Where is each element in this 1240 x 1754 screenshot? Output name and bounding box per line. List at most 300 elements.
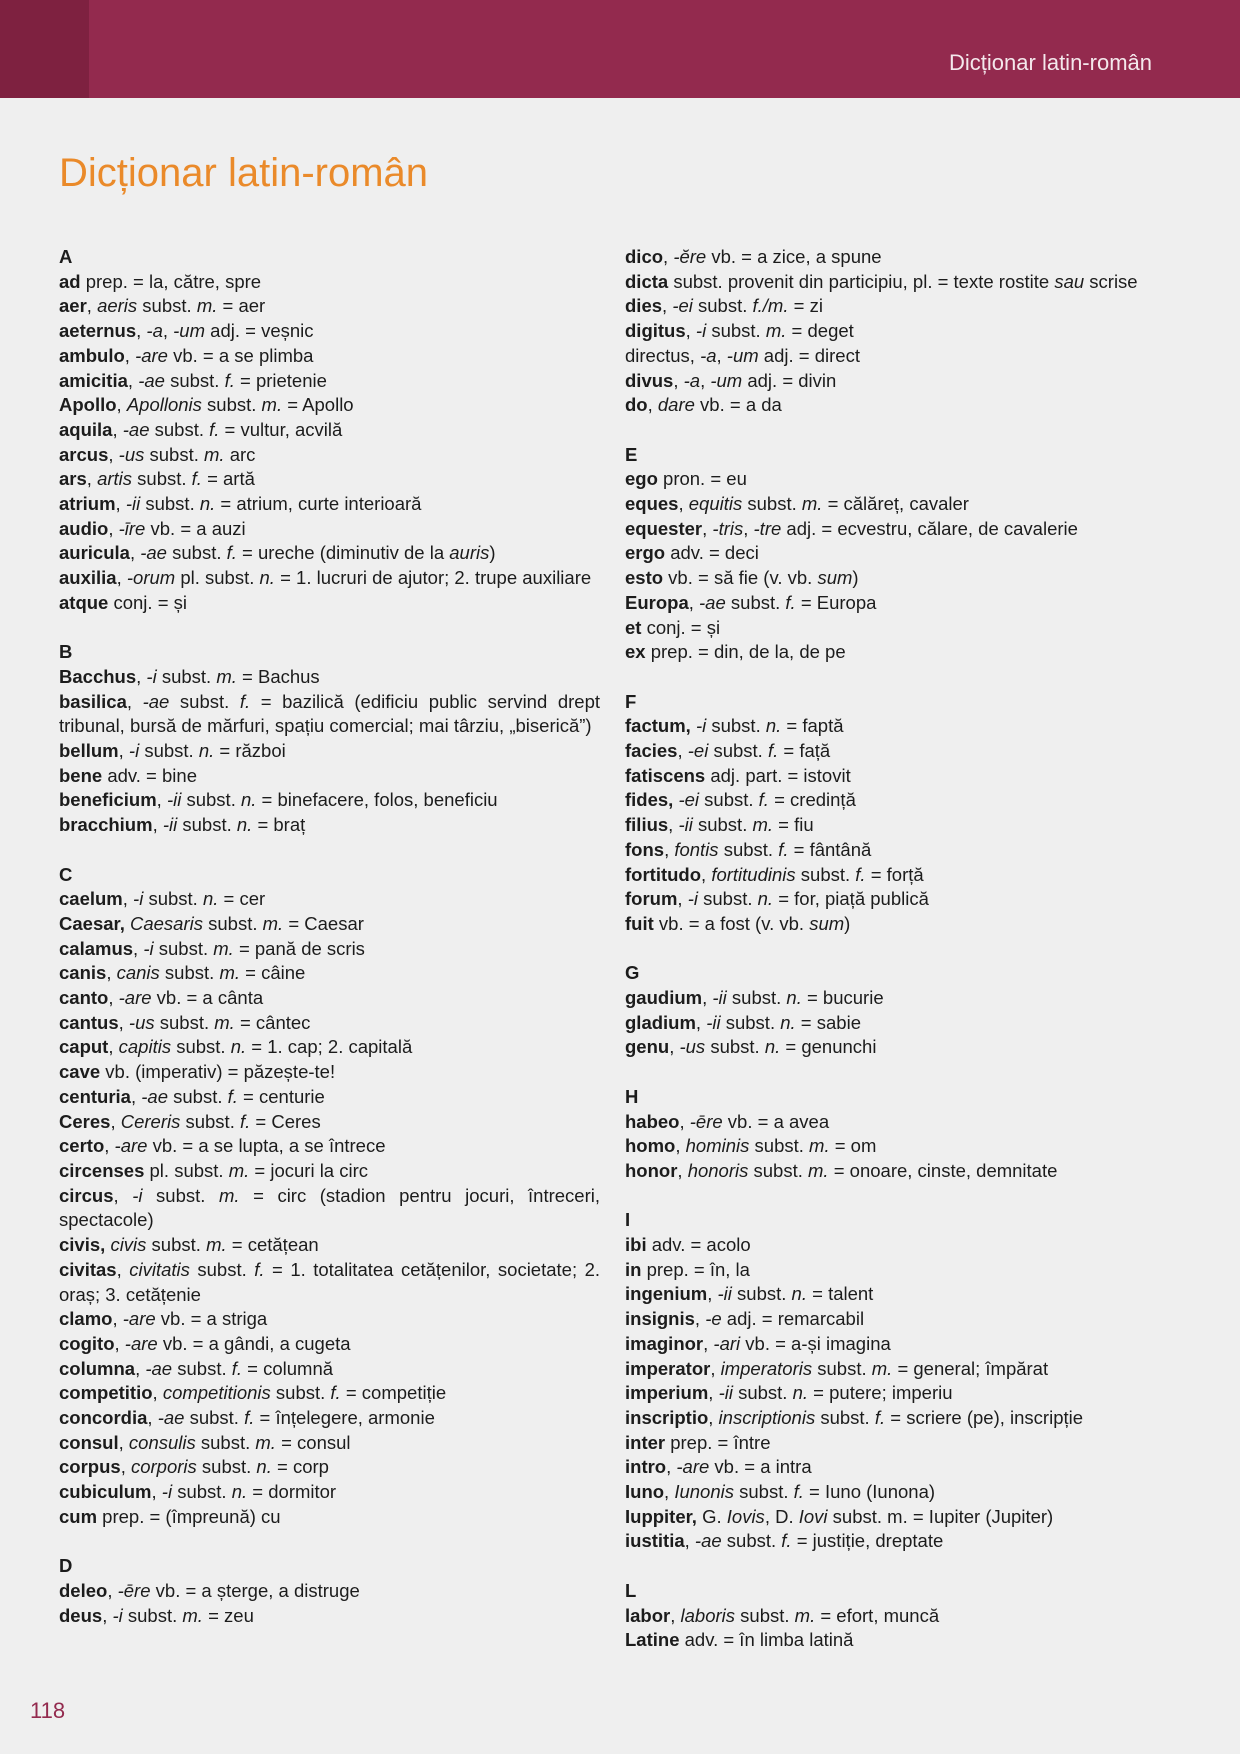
entry-headword: cubiculum [59,1481,152,1503]
entry-form: n. [765,715,782,737]
entry-headword: calamus [59,937,134,959]
dictionary-entry: cum prep. = (împreună) cu [59,1505,281,1527]
entry-form: n. [792,1382,809,1404]
entry-headword: imperator [625,1357,711,1379]
entry-form: -ae [142,690,170,712]
section-letter: F [625,690,637,712]
entry-form: -ei [678,789,700,811]
dictionary-entry: ars, artis subst. f. = artă [59,468,255,490]
entry-form: Iovi [798,1505,828,1527]
dictionary-entry: bene adv. = bine [59,764,197,786]
letter-section [59,640,600,838]
dictionary-entry: fatiscens adj. part. = istovit [625,764,851,786]
dictionary-entry: gladium, -ii subst. n. = sabie [625,1011,861,1033]
entry-form: f. [874,1406,886,1428]
entry-form: consulis [128,1431,196,1453]
entry-headword: Caesar, [59,912,125,934]
entry-headword: homo [625,1135,676,1157]
entry-headword: atque [59,591,109,613]
entry-form: n. [764,1036,781,1058]
dictionary-entry: factum, -i subst. n. = faptă [625,715,844,737]
entry-headword: bracchium [59,814,153,836]
dictionary-entry: fuit vb. = a fost (v. vb. sum) [625,912,851,934]
dictionary-entry: consul, consulis subst. m. = consul [59,1431,351,1453]
letter-section [625,443,1170,665]
entry-form: -i [112,1604,123,1626]
dictionary-entry: digitus, -i subst. m. = deget [625,320,854,342]
entry-form: -a [146,320,163,342]
dictionary-entry: dies, -ei subst. f./m. = zi [625,295,823,317]
dictionary-entry: ex prep. = din, de la, de pe [625,641,846,663]
entry-form: -a [700,344,717,366]
entry-headword: ingenium [625,1283,708,1305]
entry-form: m. [262,912,284,934]
entry-headword: fatiscens [625,764,706,786]
dictionary-entry: deus, -i subst. m. = zeu [59,1604,254,1626]
entry-form: n. [202,888,219,910]
dictionary-entry: auxilia, -orum pl. subst. n. = 1. lucruri de ajutor; 2. trupe auxiliare [59,567,592,589]
entry-headword: esto [625,567,664,589]
entry-headword: civis, [59,1234,106,1256]
dictionary-entry: genu, -us subst. n. = genunchi [625,1036,877,1058]
entry-form: f. [254,1258,265,1280]
entry-form: equitis [688,493,743,515]
letter-section [625,1085,1170,1184]
dictionary-entry: eques, equitis subst. m. = călăreț, cavaler [625,493,969,515]
dictionary-entry: circus, -i subst. m. = circ (stadion pentru jocuri, întreceri, spectacole) [59,1184,601,1231]
entry-form: m. [801,493,823,515]
entry-form: m. [228,1159,250,1181]
entry-form: m. [218,1184,240,1206]
entry-headword: habeo [625,1110,680,1132]
entry-form: m. [216,665,237,687]
dictionary-entry: et conj. = și [625,616,721,638]
entry-headword: ad [59,270,81,292]
entry-form: -ae [122,418,150,440]
entry-form: -um [726,344,759,366]
dictionary-entry: calamus, -i subst. m. = pană de scris [59,937,365,959]
entry-form: -ēre [689,1110,723,1132]
page-title: Dicționar latin-român [59,151,429,195]
entry-headword: imaginor [625,1332,704,1354]
dictionary-entry: circenses pl. subst. m. = jocuri la circ [59,1159,369,1181]
dictionary-entry: fortitudo, fortitudinis subst. f. = forță [625,863,924,885]
entry-headword: cogito [59,1332,115,1354]
entry-form: -ii [718,1382,733,1404]
entry-headword: fides, [625,789,674,811]
letter-section [59,863,600,1530]
entry-form: n. [256,1456,272,1478]
dictionary-entry: in prep. = în, la [625,1258,750,1280]
entry-form: sum [809,912,845,934]
entry-headword: honor [625,1159,678,1181]
dictionary-entry: Europa, -ae subst. f. = Europa [625,591,877,613]
entry-form: competitionis [162,1382,271,1404]
dictionary-entry: directus, -a, -um adj. = direct [625,344,860,366]
dictionary-entry: inter prep. = între [625,1431,771,1453]
entry-form: -ii [706,1011,721,1033]
entry-form: -ei [687,740,709,762]
entry-form: dare [657,394,695,416]
dictionary-entry: beneficium, -ii subst. n. = binefacere, folos, beneficiu [59,789,498,811]
dictionary-entry: corpus, corporis subst. n. = corp [59,1456,329,1478]
entry-form: -ae [138,369,165,391]
dictionary-entry: Iuppiter, G. Iovis, D. Iovi subst. m. = Iupiter (Jupiter) [625,1505,1054,1527]
entry-form: f. [767,740,779,762]
entry-form: -i [695,320,707,342]
dictionary-entry: intro, -are vb. = a intra [625,1456,812,1478]
entry-headword: labor [625,1604,671,1626]
page-number: 118 [30,1698,66,1723]
entry-headword: consul [59,1431,119,1453]
entry-form: m. [765,320,787,342]
entry-form: f. [231,1357,243,1379]
entry-headword: clamo [59,1308,113,1330]
entry-form: n. [198,740,215,762]
dictionary-entry: Ceres, Cereris subst. f. = Ceres [59,1110,321,1132]
dictionary-entry: ingenium, -ii subst. n. = talent [625,1283,874,1305]
entry-form: -i [146,665,157,687]
entry-form: f. [224,369,235,391]
entry-form: f. [191,468,202,490]
entry-headword: insignis [625,1308,695,1330]
dictionary-entry: concordia, -ae subst. f. = înțelegere, armonie [59,1407,435,1429]
dictionary-entry: Caesar, Caesaris subst. m. = Caesar [59,912,364,934]
dictionary-entry: do, dare vb. = a da [625,394,782,416]
dictionary-entry: columna, -ae subst. f. = columnă [59,1357,334,1379]
entry-form: -i [161,1481,173,1503]
entry-headword: bene [59,764,103,786]
entry-headword: equester [625,517,703,539]
entry-form: f. [781,1530,792,1552]
dictionary-entry: forum, -i subst. n. = for, piață publică [625,888,929,910]
entry-headword: cum [59,1505,98,1527]
entry-headword: Iuppiter, [625,1505,697,1527]
entry-form: -um [173,320,206,342]
entry-form: n. [230,1036,247,1058]
entry-form: m. [206,1234,227,1256]
entry-headword: factum, [625,715,691,737]
dictionary-entry: deleo, -ēre vb. = a șterge, a distruge [59,1579,360,1601]
entry-headword: civitas [59,1258,117,1280]
dictionary-entry: ad prep. = la, către, spre [59,270,262,292]
entry-headword: audio [59,517,109,539]
entry-headword: dicta [625,270,669,292]
dictionary-entry: cantus, -us subst. m. = cântec [59,1011,311,1033]
entry-headword: canto [59,987,109,1009]
entry-form: -ii [166,789,182,811]
dictionary-entry: auricula, -ae subst. f. = ureche (diminutiv de la auris) [59,542,496,564]
entry-headword: divus [625,369,674,391]
section-letter: L [625,1579,637,1601]
entry-headword: concordia [59,1407,148,1429]
entry-headword: filius [625,814,669,836]
dictionary-entry: cogito, -are vb. = a gândi, a cugeta [59,1332,351,1354]
dictionary-entry: bracchium, -ii subst. n. = braț [59,814,306,836]
entry-form: -ii [678,814,693,836]
entry-form: f. [855,863,866,885]
section-letter: B [59,641,73,663]
letter-section [59,245,600,616]
entry-form: -ae [157,1407,185,1429]
entry-headword: genu [625,1036,670,1058]
entry-form: -ii [125,493,141,515]
dictionary-entry: iustitia, -ae subst. f. = justiție, dreptate [625,1530,944,1552]
entry-form: n. [757,888,774,910]
entry-form: n. [791,1283,807,1305]
dictionary-entry: arcus, -us subst. m. arc [59,443,256,465]
entry-form: -are [124,1332,158,1354]
entry-form: -are [122,1308,156,1330]
entry-form: f. [239,1110,251,1132]
entry-form: m. [213,937,234,959]
section-letter: I [625,1209,631,1231]
entry-headword: ergo [625,542,666,564]
entry-form: -i [687,888,698,910]
letter-section [59,1554,600,1628]
entry-form: hominis [685,1135,750,1157]
entry-form: m. [809,1135,830,1157]
entry-form: -are [676,1456,710,1478]
dictionary-entry: centuria, -ae subst. f. = centurie [59,1085,325,1107]
entry-headword: fons [625,838,665,860]
entry-form: fontis [674,838,719,860]
entry-form: -īre [118,517,146,539]
entry-headword: Apollo [59,394,117,416]
dictionary-entry: insignis, -e adj. = remarcabil [625,1308,865,1330]
dictionary-entry: caelum, -i subst. n. = cer [59,888,266,910]
entry-form: -i [695,715,707,737]
entry-form: m. [182,1604,203,1626]
dictionary-entry: dicta subst. provenit din participiu, pl. = texte rostite sau scrise [625,270,1138,292]
letter-section [625,1579,1170,1653]
entry-form: m. [255,1431,276,1453]
entry-form: Iovis [726,1505,765,1527]
entry-form: canis [116,962,160,984]
entry-form: -i [133,888,144,910]
entry-form: -e [705,1308,722,1330]
dictionary-entry: bellum, -i subst. n. = război [59,740,286,762]
entry-form: -ēre [117,1579,151,1601]
entry-form: -ae [140,542,167,564]
entry-headword: inter [625,1431,666,1453]
entry-form: aeris [97,295,138,317]
entry-form: f. [785,591,796,613]
entry-form: Cereris [120,1110,181,1132]
entry-form: -us [128,1011,155,1033]
running-header-title: Dicționar latin-român [949,50,1152,75]
entry-headword: cave [59,1061,101,1083]
dictionary-column-left [59,245,600,1653]
dictionary-entry: clamo, -are vb. = a striga [59,1308,268,1330]
entry-headword: Ceres [59,1110,111,1132]
entry-form: -ii [162,814,178,836]
entry-form: civitatis [129,1258,190,1280]
dictionary-entry: competitio, competitionis subst. f. = competiție [59,1382,447,1404]
entry-headword: atrium [59,493,116,515]
entry-form: imperatoris [720,1357,813,1379]
entry-form: m. [261,394,283,416]
entry-headword: gladium [625,1011,696,1033]
dictionary-entry: Bacchus, -i subst. m. = Bachus [59,665,320,687]
entry-form: n. [780,1011,796,1033]
entry-form: fortitudinis [711,863,796,885]
dictionary-entry: fides, -ei subst. f. = credință [625,789,856,811]
entry-form: artis [97,468,133,490]
entry-form: sum [817,567,853,589]
entry-headword: basilica [59,690,127,712]
entry-form: inscriptionis [718,1406,816,1428]
entry-form: n. [786,987,802,1009]
entry-form: n. [199,493,216,515]
dictionary-entry: aquila, -ae subst. f. = vultur, acvilă [59,418,343,440]
dictionary-entry: facies, -ei subst. f. = față [625,740,831,762]
dictionary-entry: atque conj. = și [59,591,188,613]
entry-headword: Latine [625,1629,680,1651]
entry-form: Apollonis [126,394,202,416]
entry-form: n. [236,814,253,836]
entry-form: -us [118,443,145,465]
dictionary-entry: amicitia, -ae subst. f. = prietenie [59,369,327,391]
entry-form: f. [244,1407,255,1429]
entry-headword: eques [625,493,679,515]
entry-form: -tre [753,517,782,539]
entry-headword: ambulo [59,344,125,366]
section-letter: E [625,443,638,465]
entry-form: -are [114,1135,148,1157]
entry-headword: aquila [59,418,113,440]
entry-headword: cantus [59,1011,119,1033]
entry-headword: canis [59,962,107,984]
entry-form: civis [110,1234,147,1256]
entry-headword: corpus [59,1456,121,1478]
entry-form: f. [227,1085,238,1107]
entry-form: -ae [141,1085,168,1107]
entry-form: n. [259,567,275,589]
entry-headword: centuria [59,1085,131,1107]
entry-headword: circus [59,1184,114,1206]
dictionary-entry: Latine adv. = în limba latină [625,1629,854,1651]
entry-form: capitis [118,1036,172,1058]
dictionary-entry: civitas, civitatis subst. f. = 1. totalitatea cetățenilor, societate; 2. oraș; 3. cetățenie [59,1258,601,1305]
entry-form: -ii [712,987,727,1009]
entry-headword: Bacchus [59,665,137,687]
dictionary-entry: Iuno, Iunonis subst. f. = Iuno (Iunona) [625,1481,936,1503]
entry-headword: gaudium [625,987,703,1009]
entry-headword: competitio [59,1382,153,1404]
dictionary-entry: imaginor, -ari vb. = a-și imagina [625,1332,891,1354]
entry-headword: deleo [59,1579,108,1601]
dictionary-entry: ambulo, -are vb. = a se plimba [59,344,314,366]
dictionary-entry: aer, aeris subst. m. = aer [59,295,266,317]
entry-form: corporis [130,1456,197,1478]
entry-headword: fuit [625,912,654,934]
entry-headword: ibi [625,1234,647,1256]
dictionary-entry: basilica, -ae subst. f. = bazilică (edificiu public servind drept tribunal, bursă de mărfuri, spațiu comercial; mai târziu, „biserică”) [59,690,600,737]
entry-headword: ego [625,468,658,490]
entry-form: m. [219,962,240,984]
entry-headword: circenses [59,1159,145,1181]
entry-form: f. [330,1382,341,1404]
entry-headword: ars [59,468,87,490]
entry-form: -are [118,987,152,1009]
dictionary-entry: canto, -are vb. = a cânta [59,987,264,1009]
entry-form: -are [135,344,168,366]
dictionary-entry: labor, laboris subst. m. = efort, muncă [625,1604,940,1626]
dictionary-entry: divus, -a, -um adj. = divin [625,369,837,391]
entry-headword: do [625,394,648,416]
entry-form: -orum [126,567,176,589]
dictionary-entry: habeo, -ēre vb. = a avea [625,1110,830,1132]
dictionary-entry: atrium, -ii subst. n. = atrium, curte interioară [59,493,422,515]
letter-section [625,961,1170,1060]
dictionary-entry: caput, capitis subst. n. = 1. cap; 2. capitală [59,1036,413,1058]
section-letter: A [59,246,73,267]
entry-form: -um [710,369,743,391]
entry-form: m. [204,443,225,465]
entry-form: -a [683,369,701,391]
dictionary-entry: audio, -īre vb. = a auzi [59,517,246,539]
entry-headword: arcus [59,443,109,465]
section-letter: H [625,1085,639,1107]
section-letter: G [625,962,640,984]
entry-form: Iunonis [674,1481,734,1503]
dictionary-entry: ibi adv. = acolo [625,1234,751,1256]
entry-form: -ae [145,1357,173,1379]
dictionary-entry: ego pron. = eu [625,468,747,490]
entry-form: -ari [713,1332,741,1354]
letter-section [625,1208,1170,1554]
entry-form: -i [128,740,140,762]
entry-headword: amicitia [59,369,128,391]
entry-headword: deus [59,1604,103,1626]
dictionary-entry: cave vb. (imperativ) = păzește-te! [59,1061,336,1083]
entry-form: m. [214,1011,235,1033]
dictionary-entry: homo, hominis subst. m. = om [625,1135,877,1157]
entry-headword: fortitudo [625,863,702,885]
entry-headword: beneficium [59,789,157,811]
entry-form: -us [679,1036,706,1058]
entry-form: -ĕre [673,246,707,267]
entry-headword: caput [59,1036,109,1058]
section-letter: D [59,1555,73,1577]
dictionary-entry: civis, civis subst. m. = cetățean [59,1234,319,1256]
entry-form: -tris [712,517,744,539]
dictionary-entry: gaudium, -ii subst. n. = bucurie [625,987,884,1009]
entry-headword: facies [625,740,678,762]
entry-form: n. [240,789,257,811]
entry-form: -ae [694,1530,722,1552]
dictionary-entry: aeternus, -a, -um adj. = veșnic [59,320,314,342]
entry-headword: digitus [625,320,686,342]
entry-form: auris [449,542,490,564]
dictionary-entry: ergo adv. = deci [625,542,759,564]
entry-form: m. [196,295,218,317]
header-accent-block [0,0,89,98]
entry-form: laboris [680,1604,736,1626]
entry-headword: auricula [59,542,130,564]
entry-headword: inscriptio [625,1406,709,1428]
entry-headword: aeternus [59,320,137,342]
entry-form: f./m. [752,295,789,317]
entry-form: sau [1054,270,1085,292]
dictionary-entry: imperator, imperatoris subst. m. = general; împărat [625,1357,1049,1379]
entry-headword: intro [625,1456,667,1478]
entry-form: m. [808,1159,829,1181]
dictionary-entry: certo, -are vb. = a se lupta, a se întrece [59,1135,386,1157]
entry-form: f. [239,690,251,712]
entry-headword: certo [59,1135,105,1157]
